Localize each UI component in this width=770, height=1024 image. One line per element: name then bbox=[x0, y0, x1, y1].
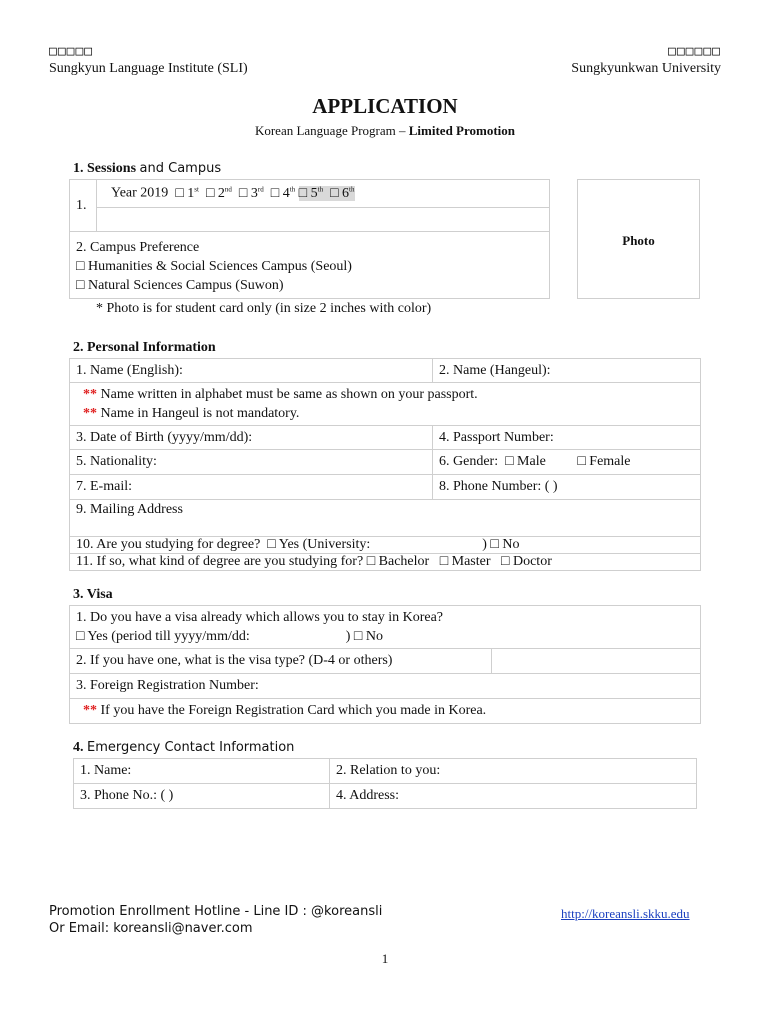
name-english-field[interactable]: 1. Name (English): bbox=[70, 359, 433, 383]
foreign-registration-note: ** If you have the Foreign Registration Card which you made in Korea. bbox=[70, 699, 701, 724]
session-2-checkbox[interactable]: □ 2nd bbox=[205, 185, 232, 201]
visa-question-1 bbox=[70, 606, 701, 649]
mailing-address-field[interactable]: 9. Mailing Address bbox=[70, 500, 701, 537]
doctor-checkbox[interactable]: □ Doctor bbox=[501, 554, 552, 569]
name-hangeul-field[interactable]: 2. Name (Hangeul): bbox=[433, 359, 701, 383]
header-left-name: Sungkyun Language Institute (SLI) bbox=[49, 61, 248, 76]
session-1-checkbox[interactable]: □ 1st bbox=[175, 185, 199, 201]
photo-box[interactable] bbox=[577, 179, 700, 299]
degree-kind-question: 11. If so, what kind of degree are you studying for? bbox=[76, 554, 364, 569]
dob-field[interactable]: 3. Date of Birth (yyyy/mm/dd): bbox=[70, 426, 433, 450]
header-left-korean: □□□□□ bbox=[49, 44, 94, 59]
gender-label: 6. Gender: bbox=[439, 454, 499, 469]
visa-table bbox=[69, 605, 701, 724]
visa-no-checkbox[interactable]: ) □ No bbox=[345, 629, 383, 644]
personal-info-table bbox=[69, 358, 701, 571]
footer-website-link[interactable]: http://koreansli.skku.edu bbox=[561, 906, 690, 921]
section4-heading-rest: Emergency Contact Information bbox=[87, 740, 295, 755]
campus-option-seoul[interactable]: □ Humanities & Social Sciences Campus (Seoul) bbox=[76, 259, 352, 274]
session-row-number: 1. bbox=[70, 180, 97, 232]
name-notes: ** Name written in alphabet must be same as shown on your passport. ** Name in Hangeul is not mandatory. bbox=[70, 383, 701, 426]
year-label: Year 2019 bbox=[111, 185, 169, 201]
degree-question: 10. Are you studying for degree? bbox=[76, 537, 261, 552]
page-number: 1 bbox=[381, 951, 389, 966]
footer-email: Or Email: koreansli@naver.com bbox=[49, 921, 253, 936]
section1-heading bbox=[73, 161, 221, 177]
session-4-checkbox[interactable]: □ 4th bbox=[270, 185, 296, 201]
section1-heading-rest: and Campus bbox=[139, 161, 222, 176]
bachelor-checkbox[interactable]: □ Bachelor bbox=[366, 554, 430, 569]
section3-heading: 3. Visa bbox=[73, 587, 113, 602]
gender-field bbox=[433, 450, 701, 475]
subtitle-bold: Limited Promotion bbox=[408, 123, 516, 138]
section1-heading-bold: 1. Sessions bbox=[73, 161, 137, 176]
name-note-2: Name in Hangeul is not mandatory. bbox=[100, 406, 300, 421]
foreign-registration-field[interactable]: 3. Foreign Registration Number: bbox=[70, 674, 701, 699]
master-checkbox[interactable]: □ Master bbox=[439, 554, 491, 569]
photo-label: Photo bbox=[622, 233, 655, 248]
emergency-phone-field[interactable]: 3. Phone No.: ( ) bbox=[74, 784, 330, 809]
visa-type-question: 2. If you have one, what is the visa type? (D-4 or others) bbox=[70, 649, 492, 674]
footer-hotline: Promotion Enrollment Hotline - Line ID : @koreansli bbox=[49, 904, 383, 919]
emergency-address-field[interactable]: 4. Address: bbox=[330, 784, 697, 809]
header-right-korean: □□□□□□ bbox=[668, 44, 721, 59]
visa-yes-checkbox[interactable]: □ Yes (period till yyyy/mm/dd: bbox=[76, 629, 250, 644]
emergency-name-field[interactable]: 1. Name: bbox=[74, 759, 330, 784]
page-title: APPLICATION bbox=[312, 94, 458, 118]
gender-male-checkbox[interactable]: □ Male bbox=[505, 454, 546, 469]
emergency-relation-field[interactable]: 2. Relation to you: bbox=[330, 759, 697, 784]
session-blank-cell bbox=[97, 208, 550, 232]
visa-question-1-text: 1. Do you have a visa already which allows you to stay in Korea? bbox=[76, 610, 444, 625]
section2-heading: 2. Personal Information bbox=[73, 340, 216, 355]
campus-cell bbox=[70, 232, 550, 299]
emergency-contact-table bbox=[73, 758, 697, 809]
session-6-checkbox[interactable]: □ 6th bbox=[330, 185, 355, 201]
degree-yes-checkbox[interactable]: □ Yes (University: bbox=[267, 537, 371, 552]
degree-kind-row bbox=[70, 554, 701, 571]
name-note-1: Name written in alphabet must be same as shown on your passport. bbox=[100, 387, 478, 402]
degree-no-checkbox[interactable]: ) □ No bbox=[482, 537, 520, 552]
section4-heading-bold: 4. bbox=[73, 740, 84, 755]
campus-option-suwon[interactable]: □ Natural Sciences Campus (Suwon) bbox=[76, 278, 284, 293]
campus-label: 2. Campus Preference bbox=[76, 240, 200, 255]
header-right-name: Sungkyunkwan University bbox=[571, 61, 721, 76]
page-subtitle bbox=[0, 123, 770, 139]
nationality-field[interactable]: 5. Nationality: bbox=[70, 450, 433, 475]
passport-field[interactable]: 4. Passport Number: bbox=[433, 426, 701, 450]
visa-type-field[interactable] bbox=[492, 649, 701, 674]
degree-question-row bbox=[70, 537, 701, 554]
photo-note: * Photo is for student card only (in size 2 inches with color) bbox=[96, 301, 432, 316]
session-year-cell bbox=[97, 180, 550, 208]
phone-field[interactable]: 8. Phone Number: ( ) bbox=[433, 475, 701, 500]
session-3-checkbox[interactable]: □ 3rd bbox=[238, 185, 264, 201]
section4-heading bbox=[73, 740, 294, 756]
gender-female-checkbox[interactable]: □ Female bbox=[577, 454, 631, 469]
session-5-checkbox[interactable]: □ 5th □ 6th bbox=[298, 185, 355, 201]
email-field[interactable]: 7. E-mail: bbox=[70, 475, 433, 500]
subtitle-prefix: Korean Language Program – bbox=[254, 123, 406, 138]
sessions-table bbox=[69, 179, 550, 299]
